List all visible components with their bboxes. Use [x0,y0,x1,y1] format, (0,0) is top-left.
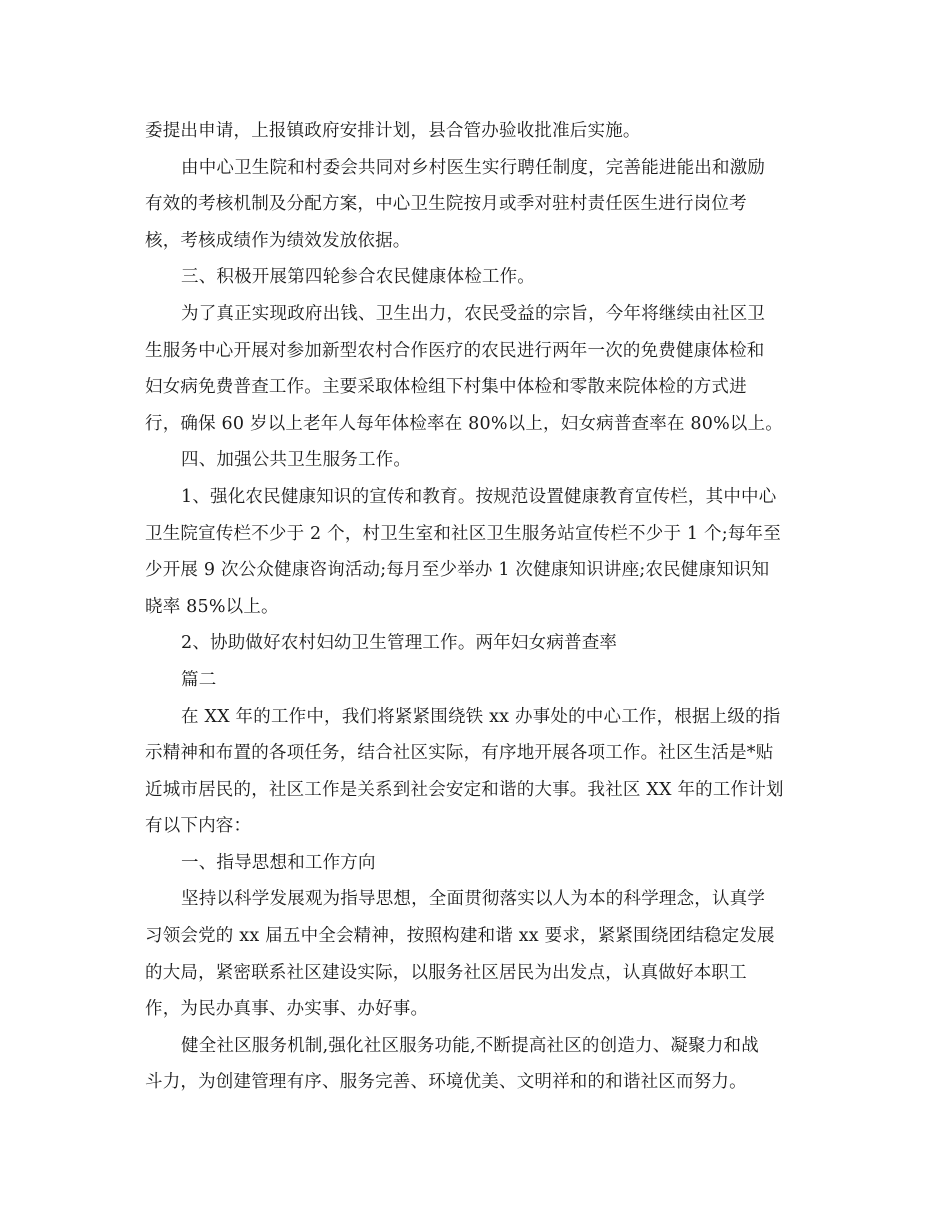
text-line: 卫生院宣传栏不少于 2 个，村卫生室和社区卫生服务站宣传栏不少于 1 个;每年至 [145,523,781,544]
text-line: 的大局，紧密联系社区建设实际，以服务社区居民为出发点，认真做好本职工 [145,962,747,983]
text-line: 近城市居民的，社区工作是关系到社会安定和谐的大事。我社区 XX 年的工作计划 [145,779,784,800]
text-line: 示精神和布置的各项任务，结合社区实际，有序地开展各项工作。社区生活是*贴 [145,743,774,764]
text-line: 作，为民办真事、办实事、办好事。 [145,999,429,1020]
text-line: 斗力，为创建管理有序、服务完善、环境优美、文明祥和的和谐社区而努力。 [145,1072,747,1093]
text-line: 坚持以科学发展观为指导思想，全面贯彻落实以人为本的科学理念，认真学 [181,889,766,910]
text-line: 核，考核成绩作为绩效发放依据。 [145,230,411,251]
text-line: 晓率 85%以上。 [145,596,279,617]
text-line: 委提出申请，上报镇政府安排计划，县合管办验收批准后实施。 [145,121,641,141]
part-heading: 篇二 [181,669,217,690]
text-line: 有效的考核机制及分配方案，中心卫生院按月或季对驻村责任医生进行岗位考 [145,194,747,215]
document-body [145,113,817,1101]
body-text [145,113,817,1101]
text-line: 为了真正实现政府出钱、卫生出力，农民受益的宗旨，今年将继续由社区卫 [181,303,766,324]
section-heading: 四、加强公共卫生服务工作。 [181,450,412,471]
text-line: 由中心卫生院和村委会共同对乡村医生实行聘任制度，完善能进能出和激励 [181,157,766,178]
text-line: 行，确保 60 岁以上老年人每年体检率在 80%以上，妇女病普查率在 80%以上。 [145,413,784,434]
text-line: 在 XX 年的工作中，我们将紧紧围绕铁 xx 办事处的中心工作，根据上级的指 [181,706,781,727]
section-heading: 一、指导思想和工作方向 [181,852,376,873]
section-heading: 三、积极开展第四轮参合农民健康体检工作。 [181,267,535,288]
text-line: 健全社区服务机制,强化社区服务功能,不断提高社区的创造力、凝聚力和战 [181,1035,759,1056]
text-line: 2、协助做好农村妇幼卫生管理工作。两年妇女病普查率 [181,633,618,654]
text-line: 习领会党的 xx 届五中全会精神，按照构建和谐 xx 要求，紧紧围绕团结稳定发展 [145,926,775,947]
text-line: 生服务中心开展对参加新型农村合作医疗的农民进行两年一次的免费健康体检和 [145,340,765,361]
text-line: 少开展 9 次公众健康咨询活动;每月至少举办 1 次健康知识讲座;农民健康知识知 [145,560,770,581]
text-line: 妇女病免费普查工作。主要采取体检组下村集中体检和零散来院体检的方式进 [145,377,747,398]
text-line: 有以下内容： [145,816,252,837]
text-line: 1、强化农民健康知识的宣传和教育。按规范设置健康教育宣传栏，其中中心 [181,486,777,507]
